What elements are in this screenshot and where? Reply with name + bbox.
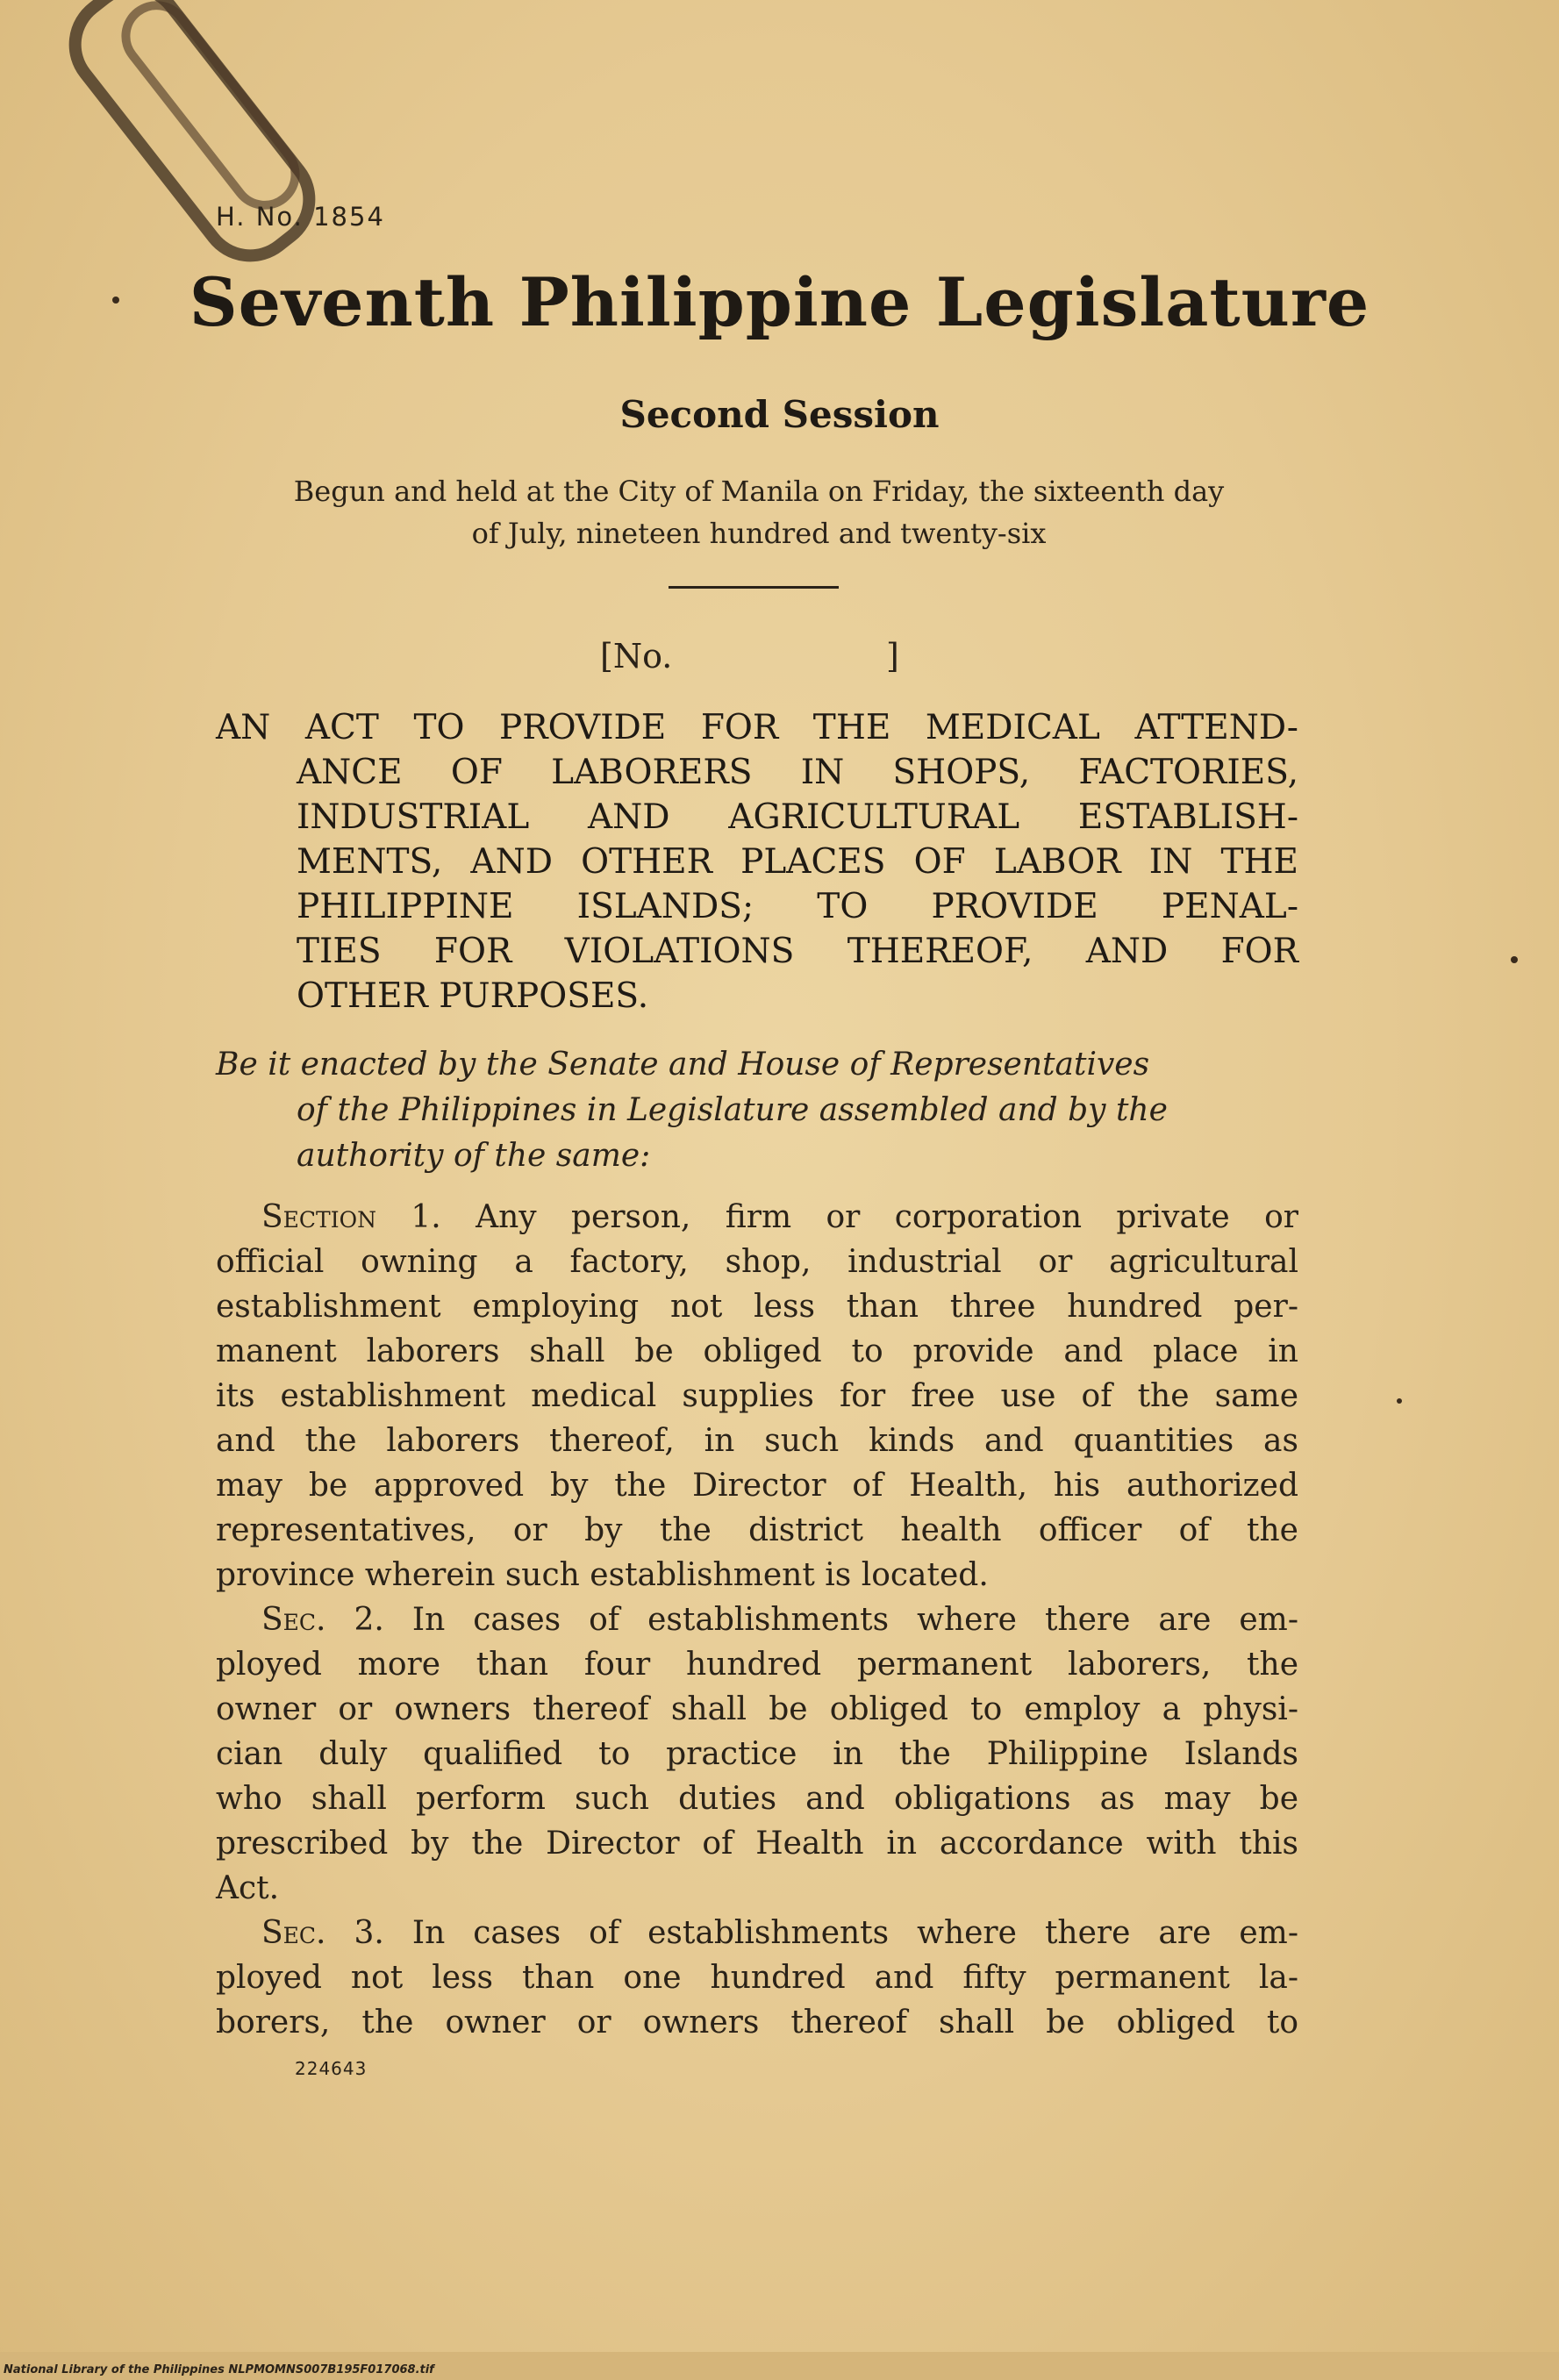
section-2-line: who shall perform such duties and obligations as may be	[216, 1781, 1298, 1817]
section-3-line	[216, 1911, 1298, 1955]
section-1-line: its establishment medical supplies for free use of the same	[216, 1378, 1298, 1414]
enacting-line: of the Philippines in Legislature assembled and by the	[297, 1092, 1168, 1128]
dateline-line: Begun and held at the City of Manila on Friday, the sixteenth day	[293, 475, 1225, 508]
enacting-line: authority of the same:	[297, 1138, 651, 1174]
section-label: Sec. 2.	[261, 1602, 384, 1638]
act-title-line: PHILIPPINE ISLANDS; TO PROVIDE PENAL-	[297, 887, 1298, 926]
section-1-line: establishment employing not less than three hundred per-	[216, 1289, 1298, 1325]
section-3-line: borers, the owner or owners thereof shall be obliged to	[216, 2005, 1298, 2041]
section-label: Sec. 3.	[261, 1915, 384, 1951]
section-2-line	[216, 1597, 1298, 1642]
section-1-line: may be approved by the Director of Health, his authorized	[216, 1468, 1298, 1504]
session-title: Second Session	[619, 393, 940, 436]
archive-footer: National Library of the Philippines NLPMOMNS007B195F017068.tif	[4, 2363, 434, 2376]
enacting-line: Be it enacted by the Senate and House of Representatives	[216, 1047, 1150, 1083]
legislature-title: Seventh Philippine Legislature	[189, 263, 1370, 341]
section-1-line: province wherein such establishment is located.	[216, 1557, 989, 1593]
section-1-line: official owning a factory, shop, industrial or agricultural	[216, 1244, 1298, 1280]
section-2-line: owner or owners thereof shall be obliged to employ a physi-	[216, 1691, 1298, 1727]
enacting-clause	[216, 1042, 1298, 1179]
act-body	[216, 1195, 1298, 2045]
ink-speck	[1511, 956, 1518, 963]
print-code: 224643	[295, 2058, 368, 2079]
section-1-line: representatives, or by the district health officer of the	[216, 1512, 1298, 1548]
act-title-line: INDUSTRIAL AND AGRICULTURAL ESTABLISH-	[297, 797, 1298, 837]
session-dateline	[219, 470, 1298, 554]
section-1-line: manent laborers shall be obliged to provide and place in	[216, 1333, 1298, 1369]
section-2-line: prescribed by the Director of Health in accordance with this	[216, 1826, 1298, 1862]
act-number-close: ]	[886, 637, 899, 675]
act-title-line: OTHER PURPOSES.	[297, 976, 649, 1016]
section-text: Any person, firm or corporation private or	[476, 1199, 1298, 1235]
act-title	[216, 705, 1298, 1018]
section-text: In cases of establishments where there are em-	[411, 1915, 1298, 1951]
dateline-line: of July, nineteen hundred and twenty-six	[471, 517, 1047, 550]
act-number-open: [No.	[600, 637, 673, 675]
ink-speck	[1397, 1398, 1402, 1404]
section-3-line: ployed not less than one hundred and fifty permanent la-	[216, 1960, 1298, 1996]
act-title-line: TIES FOR VIOLATIONS THEREOF, AND FOR	[297, 932, 1298, 971]
divider-rule	[669, 586, 839, 589]
act-title-line: ANCE OF LABORERS IN SHOPS, FACTORIES,	[297, 753, 1298, 792]
section-2-line: Act.	[216, 1870, 280, 1906]
section-2-line: ployed more than four hundred permanent laborers, the	[216, 1647, 1298, 1683]
bill-number: H. No. 1854	[216, 202, 385, 232]
section-text: In cases of establishments where there are em-	[411, 1602, 1298, 1638]
section-1-line: and the laborers thereof, in such kinds and quantities as	[216, 1423, 1298, 1459]
section-2-line: cian duly qualified to practice in the Philippine Islands	[216, 1736, 1298, 1772]
act-title-line: MENTS, AND OTHER PLACES OF LABOR IN THE	[297, 842, 1298, 882]
section-label: Section 1.	[261, 1199, 441, 1235]
act-title-line: AN ACT TO PROVIDE FOR THE MEDICAL ATTEND-	[216, 708, 1298, 747]
section-1-line	[216, 1195, 1298, 1240]
